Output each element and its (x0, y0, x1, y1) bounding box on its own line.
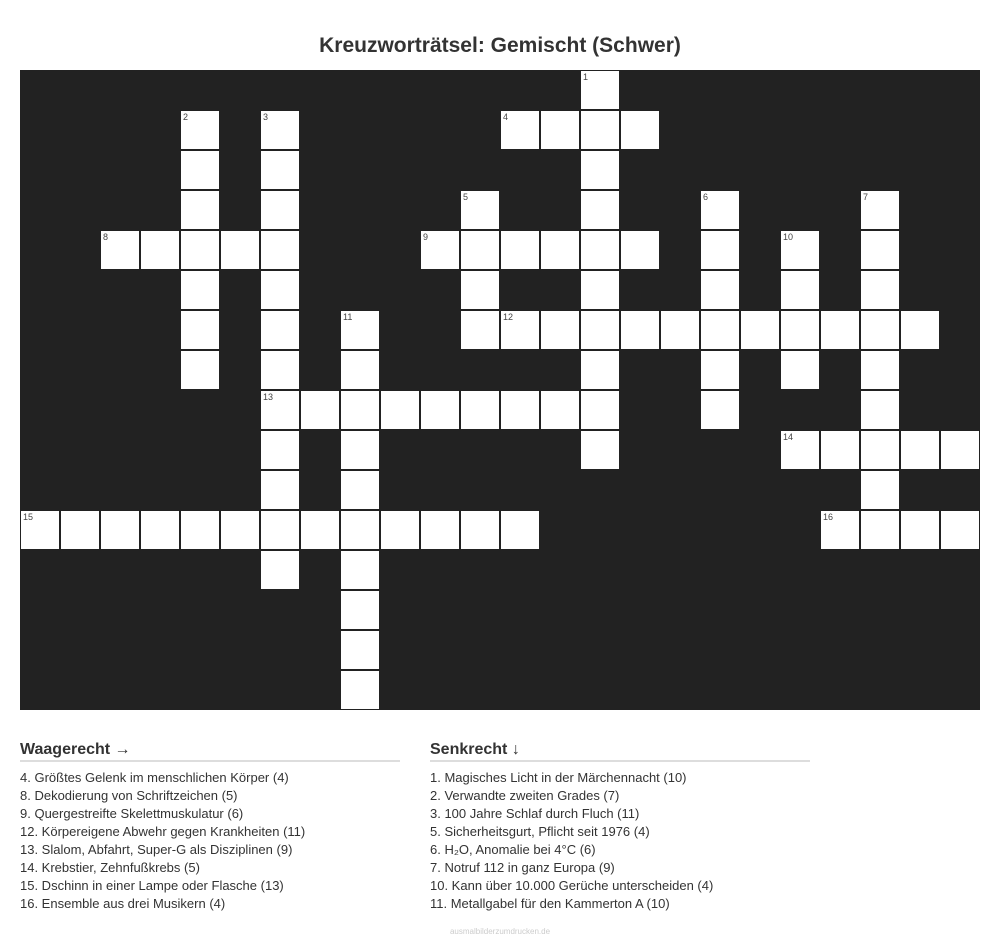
clue-down: 2. Verwandte zweiten Grades (7) (430, 788, 620, 803)
clue-number: 6 (703, 192, 709, 202)
grid-cell[interactable] (860, 470, 900, 510)
grid-cell[interactable] (820, 430, 860, 470)
grid-cell[interactable] (580, 190, 620, 230)
grid-cell[interactable] (220, 510, 260, 550)
grid-cell[interactable] (780, 310, 820, 350)
grid-cell[interactable] (860, 510, 900, 550)
grid-cell[interactable] (620, 310, 660, 350)
grid-cell[interactable] (460, 310, 500, 350)
grid-cell[interactable] (780, 270, 820, 310)
clue-down: 6. H₂O, Anomalie bei 4°C (6) (430, 842, 596, 857)
across-heading: Waagerecht → (20, 741, 400, 762)
grid-cell[interactable] (820, 510, 860, 550)
grid-cell[interactable] (380, 390, 420, 430)
down-clues-section (430, 741, 810, 913)
grid-cell[interactable] (260, 510, 300, 550)
grid-cell[interactable] (340, 630, 380, 670)
grid-cell[interactable] (460, 390, 500, 430)
clue-number: 5 (463, 192, 469, 202)
clue-down: 11. Metallgabel für den Kammerton A (10) (430, 896, 670, 911)
grid-cell[interactable] (300, 510, 340, 550)
grid-cell[interactable] (860, 190, 900, 230)
grid-cell[interactable] (140, 510, 180, 550)
grid-cell[interactable] (860, 270, 900, 310)
grid-cell[interactable] (260, 390, 300, 430)
grid-cell[interactable] (60, 510, 100, 550)
grid-cell[interactable] (180, 190, 220, 230)
grid-cell[interactable] (420, 390, 460, 430)
grid-cell[interactable] (660, 310, 700, 350)
clue-across: 4. Größtes Gelenk im menschlichen Körper (4) (20, 770, 289, 785)
grid-cell[interactable] (340, 310, 380, 350)
clue-across: 8. Dekodierung von Schriftzeichen (5) (20, 788, 238, 803)
grid-cell[interactable] (540, 390, 580, 430)
grid-cell[interactable] (860, 230, 900, 270)
clue-number: 13 (263, 392, 274, 402)
clue-across: 14. Krebstier, Zehnfußkrebs (5) (20, 860, 200, 875)
clue-number: 10 (783, 232, 794, 242)
clue-down: 7. Notruf 112 in ganz Europa (9) (430, 860, 615, 875)
grid-cell[interactable] (260, 350, 300, 390)
grid-cell[interactable] (260, 270, 300, 310)
clue-down: 5. Sicherheitsgurt, Pflicht seit 1976 (4) (430, 824, 650, 839)
grid-cell[interactable] (340, 550, 380, 590)
grid-cell[interactable] (700, 270, 740, 310)
grid-cell[interactable] (500, 110, 540, 150)
grid-cell[interactable] (460, 270, 500, 310)
grid-cell[interactable] (340, 430, 380, 470)
grid-cell[interactable] (260, 470, 300, 510)
footer-credit: ausmalbilderzumdrucken.de (449, 927, 551, 936)
grid-cell[interactable] (180, 310, 220, 350)
grid-cell[interactable] (780, 230, 820, 270)
grid-cell[interactable] (900, 430, 940, 470)
grid-cell[interactable] (340, 470, 380, 510)
grid-cell[interactable] (700, 390, 740, 430)
grid-cell[interactable] (700, 190, 740, 230)
clue-number: 4 (503, 112, 509, 122)
grid-cell[interactable] (580, 230, 620, 270)
grid-cell[interactable] (340, 590, 380, 630)
grid-cell[interactable] (180, 150, 220, 190)
grid-cell[interactable] (140, 230, 180, 270)
grid-cell[interactable] (340, 670, 380, 710)
grid-cell[interactable] (580, 310, 620, 350)
grid-cell[interactable] (580, 350, 620, 390)
clue-number: 7 (863, 192, 869, 202)
grid-cell[interactable] (500, 230, 540, 270)
clue-across: 15. Dschinn in einer Lampe oder Flasche (13) (20, 878, 284, 893)
grid-cell[interactable] (580, 110, 620, 150)
clue-number: 15 (23, 512, 34, 522)
grid-cell[interactable] (900, 510, 940, 550)
grid-cell[interactable] (740, 310, 780, 350)
grid-cell[interactable] (220, 230, 260, 270)
grid-cell[interactable] (340, 350, 380, 390)
grid-cell[interactable] (380, 510, 420, 550)
clue-number: 14 (783, 432, 794, 442)
clue-number: 1 (583, 72, 589, 82)
grid-cell[interactable] (100, 230, 140, 270)
grid-cell[interactable] (260, 150, 300, 190)
clue-across: 16. Ensemble aus drei Musikern (4) (20, 896, 226, 911)
clue-number: 16 (823, 512, 834, 522)
grid-cell[interactable] (540, 310, 580, 350)
across-clue-list (20, 769, 400, 913)
clue-number: 9 (423, 232, 429, 242)
grid-cell[interactable] (820, 310, 860, 350)
grid-cell[interactable] (500, 310, 540, 350)
grid-cell[interactable] (180, 110, 220, 150)
grid-cell[interactable] (580, 430, 620, 470)
grid-cell[interactable] (780, 430, 820, 470)
grid-cell[interactable] (300, 390, 340, 430)
grid-cell[interactable] (580, 150, 620, 190)
grid-cell[interactable] (940, 430, 980, 470)
down-heading: Senkrecht ↓ (430, 741, 810, 762)
clue-down: 1. Magisches Licht in der Märchennacht (10) (430, 770, 687, 785)
grid-cell[interactable] (700, 230, 740, 270)
clue-number: 11 (343, 312, 353, 322)
grid-cell[interactable] (860, 350, 900, 390)
crossword-grid (20, 70, 980, 710)
grid-cell[interactable] (580, 70, 620, 110)
grid-cell[interactable] (420, 230, 460, 270)
grid-cell[interactable] (180, 230, 220, 270)
grid-cell[interactable] (860, 390, 900, 430)
clue-number: 12 (503, 312, 514, 322)
grid-cell[interactable] (460, 510, 500, 550)
page-title: Kreuzworträtsel: Gemischt (Schwer) (319, 34, 681, 58)
grid-cell[interactable] (900, 310, 940, 350)
grid-cell[interactable] (460, 230, 500, 270)
grid-cell[interactable] (620, 230, 660, 270)
grid-cell[interactable] (860, 430, 900, 470)
grid-cell[interactable] (260, 110, 300, 150)
grid-cell[interactable] (460, 190, 500, 230)
grid-cell[interactable] (180, 350, 220, 390)
grid-cell[interactable] (260, 190, 300, 230)
grid-cell[interactable] (260, 230, 300, 270)
grid-cell[interactable] (700, 350, 740, 390)
grid-cell[interactable] (20, 510, 60, 550)
grid-cell[interactable] (180, 510, 220, 550)
grid-cell[interactable] (780, 350, 820, 390)
grid-cell[interactable] (180, 270, 220, 310)
grid-cell[interactable] (340, 510, 380, 550)
grid-cell[interactable] (580, 270, 620, 310)
clue-across: 13. Slalom, Abfahrt, Super-G als Disziplinen (9) (20, 842, 293, 857)
grid-cell[interactable] (540, 110, 580, 150)
grid-cell[interactable] (620, 110, 660, 150)
clue-number: 3 (263, 112, 269, 122)
grid-cell[interactable] (260, 550, 300, 590)
grid-cell[interactable] (500, 510, 540, 550)
grid-cell[interactable] (580, 390, 620, 430)
down-clue-list (430, 769, 810, 913)
grid-cell[interactable] (500, 390, 540, 430)
grid-cell[interactable] (260, 430, 300, 470)
across-clues-section (20, 741, 400, 913)
clue-number: 8 (103, 232, 109, 242)
grid-cell[interactable] (860, 310, 900, 350)
grid-cell[interactable] (260, 310, 300, 350)
clue-down: 3. 100 Jahre Schlaf durch Fluch (11) (430, 806, 640, 821)
clue-down: 10. Kann über 10.000 Gerüche unterscheiden (4) (430, 878, 714, 893)
grid-cell[interactable] (100, 510, 140, 550)
grid-cell[interactable] (340, 390, 380, 430)
grid-cell[interactable] (420, 510, 460, 550)
clue-number: 2 (183, 112, 189, 122)
grid-cell[interactable] (940, 510, 980, 550)
clue-across: 9. Quergestreifte Skelettmuskulatur (6) (20, 806, 244, 821)
grid-cell[interactable] (700, 310, 740, 350)
clue-across: 12. Körpereigene Abwehr gegen Krankheiten (11) (20, 824, 306, 839)
grid-cell[interactable] (540, 230, 580, 270)
